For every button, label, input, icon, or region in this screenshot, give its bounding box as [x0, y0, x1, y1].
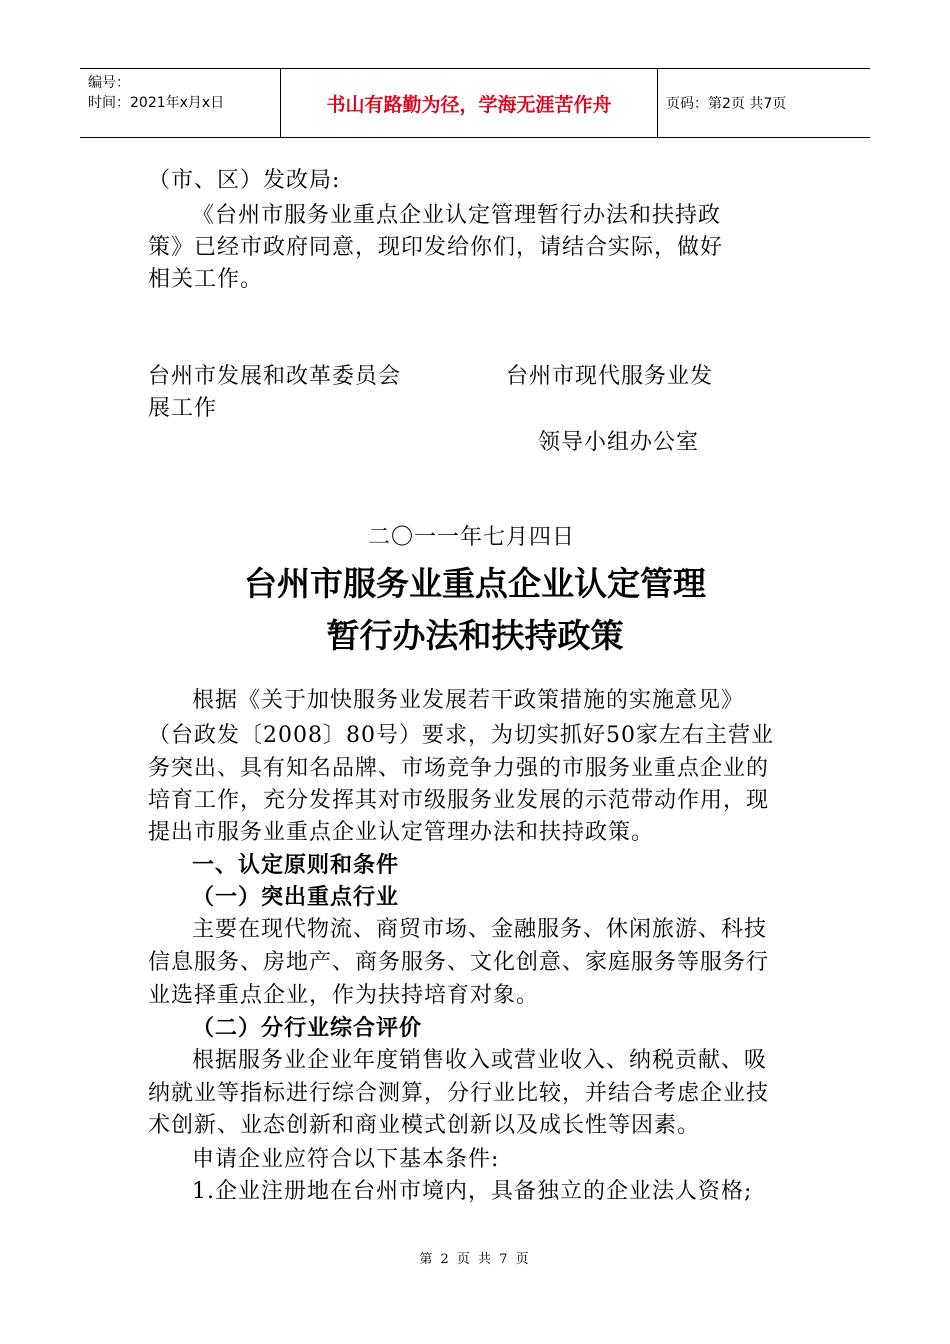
notice-date: 二〇一一年七月四日 [368, 525, 576, 550]
subsection-heading: （二）分行业综合评价 [192, 1015, 423, 1041]
header-motto: 书山有路勤为径，学海无涯苦作舟 [280, 69, 658, 137]
notice-body-line: 《台州市服务业重点企业认定管理暂行办法和扶持政 [192, 203, 722, 228]
conditions-intro: 申请企业应符合以下基本条件: [192, 1147, 500, 1172]
intro-line: （台政发〔2008〕80号）要求，为切实抓好50家左右主营业 [148, 723, 774, 748]
header-meta [80, 69, 280, 137]
intro-line: 培育工作，充分发挥其对市级服务业发展的示范带动作用，现 [148, 788, 770, 813]
number-label: 编号： [88, 75, 130, 91]
header-page-info: 页码：第2页 共7页 [666, 96, 787, 112]
subsection-body-line: 根据服务业企业年度销售收入或营业收入、纳税贡献、吸 [192, 1048, 768, 1073]
notice-body-line: 策》已经市政府同意，现印发给你们，请结合实际，做好 [148, 235, 724, 260]
subsection-body-line: 术创新、业态创新和商业模式创新以及成长性等因素。 [148, 1113, 701, 1138]
document-title-line1: 台州市服务业重点企业认定管理 [244, 564, 706, 603]
document-title-line2: 暂行办法和扶持政策 [326, 616, 624, 655]
issuer-right: 台州市现代服务业发 [506, 364, 714, 389]
subsection-body-line: 信息服务、房地产、商务服务、文化创意、家庭服务等服务行 [148, 950, 770, 975]
condition-item: 1.企业注册地在台州市境内，具备独立的企业法人资格; [192, 1179, 753, 1204]
intro-line: 根据《关于加快服务业发展若干政策措施的实施意见》 [192, 688, 745, 713]
subsection-body-line: 纳就业等指标进行综合测算，分行业比较，并结合考虑企业技 [148, 1081, 770, 1106]
issuer-office: 领导小组办公室 [538, 430, 700, 455]
section-heading: 一、认定原则和条件 [192, 852, 400, 878]
issuer-left: 台州市发展和改革委员会 [148, 364, 402, 389]
subsection-body-line: 主要在现代物流、商贸市场、金融服务、休闲旅游、科技 [192, 917, 768, 942]
time-label: 时间：2021年x月x日 [88, 95, 225, 111]
document-header [80, 68, 870, 138]
intro-line: 务突出、具有知名品牌、市场竞争力强的市服务业重点企业的 [148, 756, 770, 781]
subsection-body-line: 业选择重点企业，作为扶持培育对象。 [148, 983, 540, 1008]
issuer-continuation: 展工作 [148, 396, 218, 421]
notice-body-line: 相关工作。 [148, 267, 264, 292]
intro-line: 提出市服务业重点企业认定管理办法和扶持政策。 [148, 820, 655, 845]
page-footer: 第 2 页 共 7 页 [419, 1252, 531, 1267]
subsection-heading: （一）突出重点行业 [192, 884, 400, 910]
notice-addressee: （市、区）发改局: [148, 168, 341, 193]
